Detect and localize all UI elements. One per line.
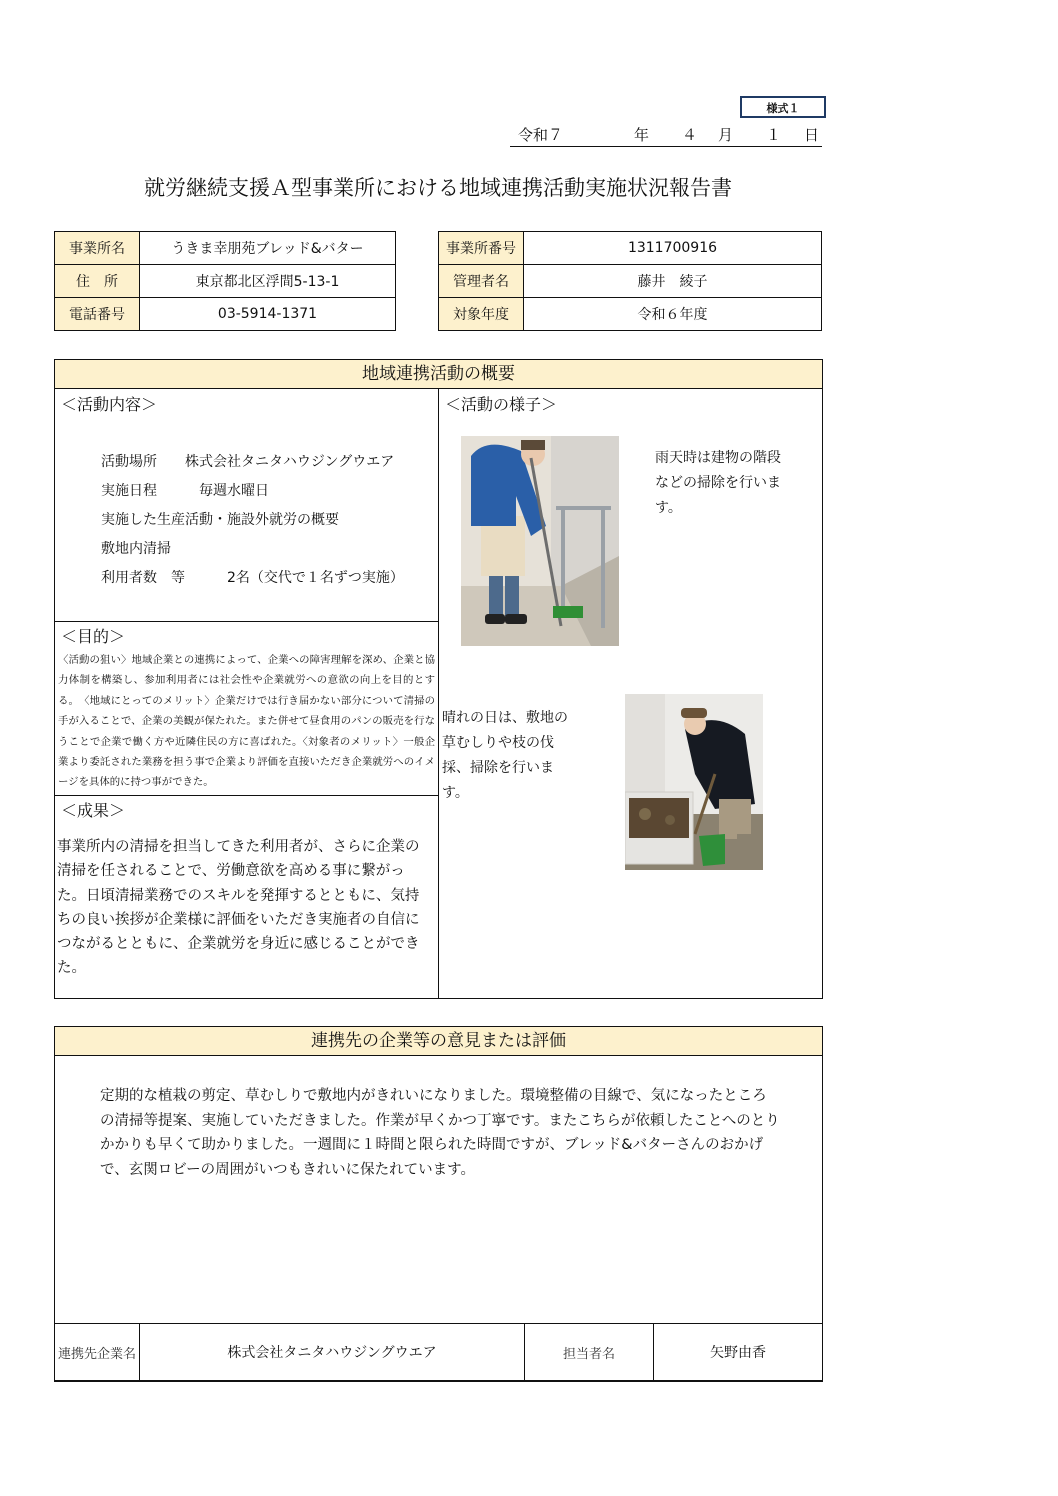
stair-cleaning-photo [461,436,619,646]
phone-value: 03-5914-1371 [140,298,396,331]
address-value: 東京都北区浮間5-13-1 [140,265,396,298]
report-date [510,122,822,147]
facility-number-value: 1311700916 [524,232,822,265]
form-number: 様式１ [740,96,826,118]
caption-rainy-day: 雨天時は建物の階段などの掃除を行います。 [655,450,781,516]
purpose-divider [55,621,439,622]
address-label: 住 所 [55,265,140,298]
evaluation-text: 定期的な植栽の剪定、草むしりで敷地内がきれいになりました。環境整備の目線で、気になったところの清掃等提案、実施していただきました。作業が早くかつ丁寧です。またこちらが依頼したことへのとりかかりも早くて助かりました。一週間に１時間と限られた時間ですが、ブレッド&バターさんのおかげで、玄関ロビーの周囲がいつもきれいに保たれています。 [100,1088,780,1178]
content-line: 利用者数 等 2名（交代で１名ずつ実施） [101,570,404,586]
date-day: １ [766,126,782,144]
facility-info-right [438,231,822,331]
overview-divider [438,389,439,998]
partner-company-value: 株式会社タニタハウジングウエア [140,1324,525,1381]
content-line: 活動場所 株式会社タニタハウジングウエア [101,454,395,470]
manager-label: 管理者名 [439,265,524,298]
page-title: 就労継続支援Ａ型事業所における地域連携活動実施状況報告書 [144,176,732,200]
content-heading: ＜活動内容＞ [61,395,158,414]
phone-label: 電話番号 [55,298,140,331]
target-year-label: 対象年度 [439,298,524,331]
result-divider [55,795,439,796]
date-era-year: 令和７ [518,126,564,144]
result-heading: ＜成果＞ [61,801,126,820]
content-line: 敷地内清掃 [101,541,171,557]
facility-number-label: 事業所番号 [439,232,524,265]
date-month-unit: 月 [718,126,734,144]
facility-info-left [54,231,396,331]
evaluation-heading: 連携先の企業等の意見または評価 [55,1027,822,1056]
weeding-photo [625,694,763,870]
date-year-unit: 年 [634,126,650,144]
contact-person-value: 矢野由香 [654,1324,823,1381]
date-day-unit: 日 [804,126,820,144]
caption-sunny-day: 晴れの日は、敷地の草むしりや枝の伐採、掃除を行います。 [442,710,568,801]
overview-heading: 地域連携活動の概要 [55,360,822,389]
partner-company-label: 連携先企業名 [55,1324,140,1381]
purpose-heading: ＜目的＞ [61,627,126,646]
target-year-value: 令和６年度 [524,298,822,331]
result-text: 事業所内の清掃を担当してきた利用者が、さらに企業の清掃を任されることで、労働意欲を高める事に繋がった。日頃清掃業務でのスキルを発揮するとともに、気持ちの良い挨拶が企業様に評価をいただき実施者の自信につながるとともに、企業就労を身近に感じることができた。 [57,839,420,977]
scene-heading: ＜活動の様子＞ [445,395,558,414]
content-line: 実施日程 毎週水曜日 [101,483,269,499]
content-line: 実施した生産活動・施設外就労の概要 [101,512,339,528]
facility-name-label: 事業所名 [55,232,140,265]
contact-person-label: 担当者名 [525,1324,654,1381]
date-month: ４ [682,126,698,144]
partner-info [54,1323,823,1381]
purpose-text: 〈活動の狙い〉地域企業との連携によって、企業への障害理解を深め、企業と協力体制を構築し、参加利用者には社会性や企業就労への意欲の向上を目的とする。 〈地域にとってのメリット〉企業だけでは行き届かない部分について清掃の手が入ることで、企業の美観が保たれた。また併せて昼食用のパンの販売を行なうことで企業で働く方や近隣住民の方に喜ばれた。〈対象者のメリット〉一般企業より委託された業務を担う事で企業より評価を直接いただき企業就労へのイメージを具体的に持つ事ができた。 [58,654,435,789]
overview-section [54,359,823,999]
facility-name-value: うきま幸朋苑ブレッド&バター [140,232,396,265]
manager-value: 藤井 綾子 [524,265,822,298]
